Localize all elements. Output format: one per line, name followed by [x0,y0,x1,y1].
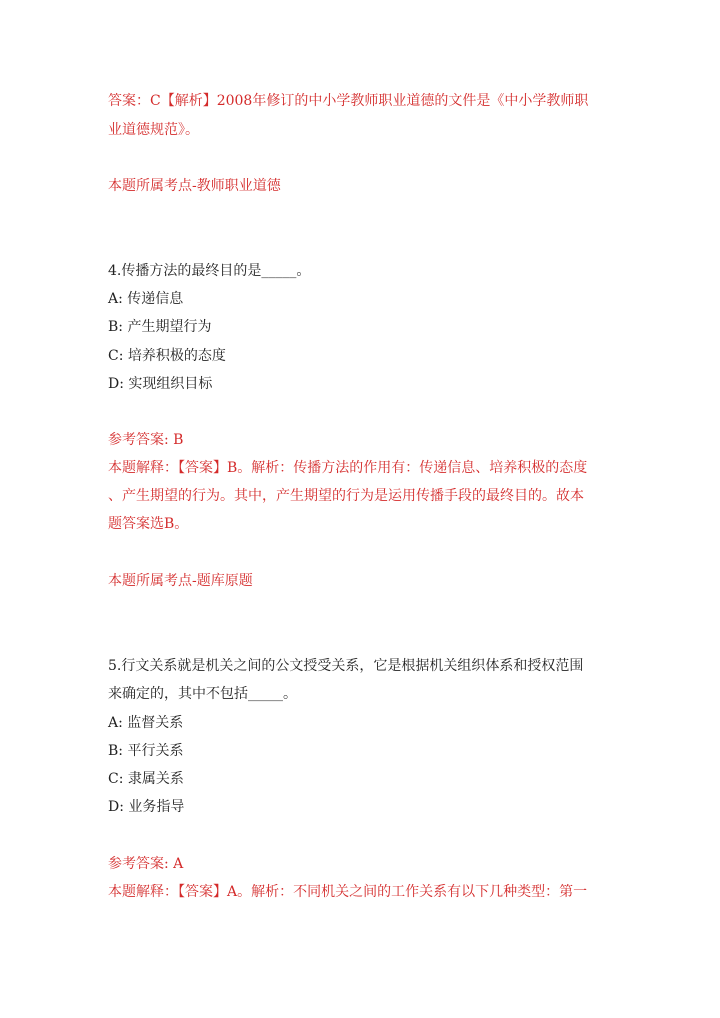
q4-explanation-line-3: 题答案选B。 [108,516,189,532]
q5-option-b: B: 平行关系 [108,743,184,759]
q4-stem: 4.传播方法的最终目的是_____。 [108,263,311,279]
q5-option-d: D: 业务指导 [108,799,185,815]
q4-option-a: A: 传递信息 [108,291,184,307]
q4-explanation-line-2: 、产生期望的行为。其中，产生期望的行为是运用传播手段的最终目的。故本 [108,488,584,504]
q5-explanation-line-1: 本题解释：【答案】A。解析：不同机关之间的工作关系有以下几种类型：第一 [108,884,588,900]
q4-ref-answer: 参考答案: B [108,432,184,448]
q4-option-c: C: 培养积极的态度 [108,348,226,364]
q4-explanation-line-1: 本题解释：【答案】B。解析：传播方法的作用有：传递信息、培养积极的态度 [108,460,588,476]
q4-topic: 本题所属考点-题库原题 [108,573,253,589]
q5-option-c: C: 隶属关系 [108,771,184,787]
prev-topic: 本题所属考点-教师职业道德 [108,178,281,194]
q5-option-a: A: 监督关系 [108,715,184,731]
q5-stem-line-2: 来确定的，其中不包括_____。 [108,686,297,702]
q5-stem-line-1: 5.行文关系就是机关之间的公文授受关系，它是根据机关组织体系和授权范围 [108,658,584,674]
prev-answer-line-1: 答案：C【解析】2008年修订的中小学教师职业道德的文件是《中小学教师职 [108,93,589,109]
q4-option-b: B: 产生期望行为 [108,319,212,335]
q4-option-d: D: 实现组织目标 [108,376,213,392]
prev-answer-line-2: 业道德规范》。 [108,122,199,138]
q5-ref-answer: 参考答案: A [108,856,184,872]
